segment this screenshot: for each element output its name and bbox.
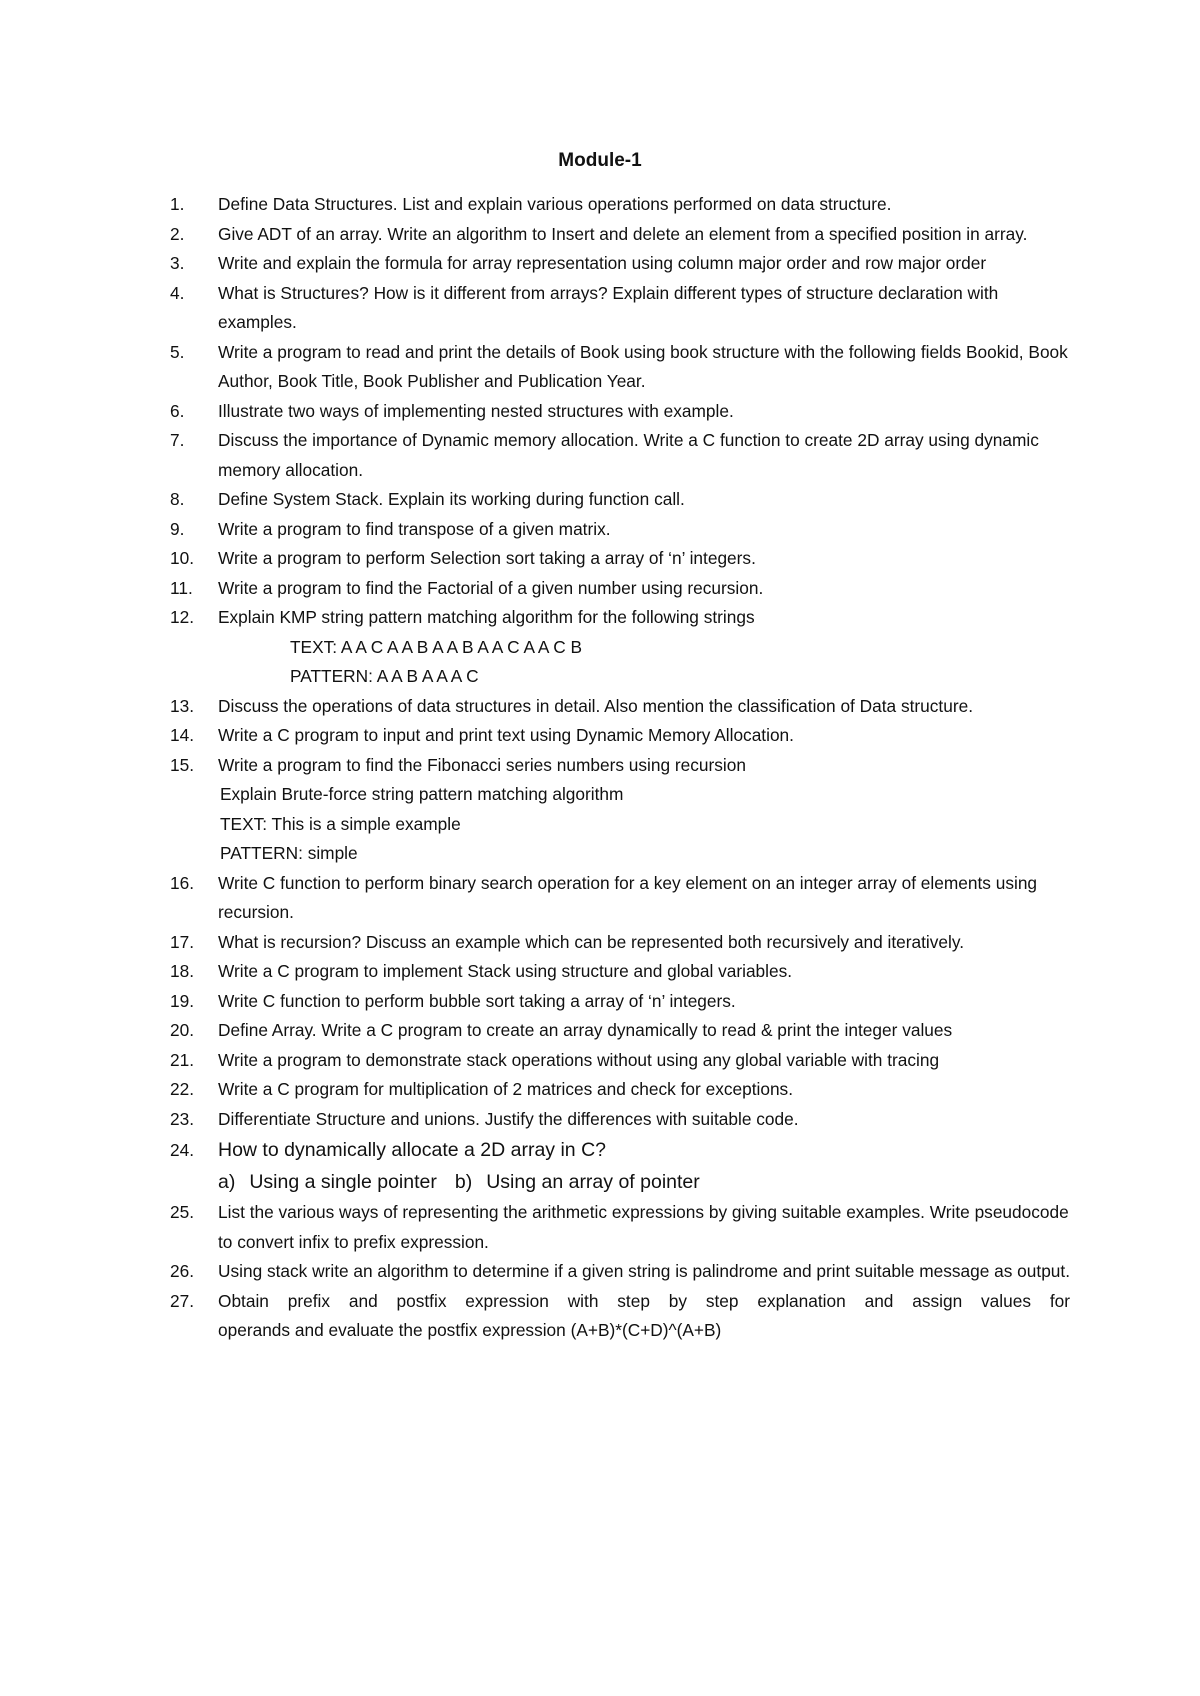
item-text: Write and explain the formula for array representation using column major order and row major order [218,253,987,273]
item-text: Obtain prefix and postfix expression with step by step explanation and assign values for [218,1290,1070,1311]
list-item [170,1257,1070,1287]
subitem-a-label: a) [218,1171,236,1193]
list-item [170,1287,1070,1346]
item-text: Write C function to perform binary search operation for a key element on an integer array of elements using recursion. [218,872,1038,922]
list-item [170,1046,1070,1076]
item-number: 9. [170,518,185,539]
item-text: What is Structures? How is it different from arrays? Explain different types of structure declaration with examples. [218,282,999,332]
item-text: How to dynamically allocate a 2D array in C? [218,1139,607,1161]
item-text: List the various ways of representing the arithmetic expressions by giving suitable examples. Write pseudocode to convert infix to prefix expression. [218,1202,1069,1252]
list-item [170,1075,1070,1105]
item-number: 11. [170,577,193,598]
kmp-text-line: TEXT: A A C A A B A A B A A C A A C B [290,636,583,657]
item-text: Differentiate Structure and unions. Justify the differences with suitable code. [218,1108,799,1129]
item-text: Write a program to find the Factorial of a given number using recursion. [218,577,764,598]
item-number: 24. [170,1140,195,1160]
item-number: 1. [170,194,185,214]
list-item [170,397,1070,427]
item-text: Write a C program to implement Stack using structure and global variables. [218,961,793,981]
item-number: 21. [170,1049,195,1070]
list-item [170,485,1070,515]
item-number: 3. [170,253,185,273]
item-text: Write a C program for multiplication of 2 matrices and check for exceptions. [218,1079,793,1099]
item-number: 6. [170,400,185,421]
list-item [170,721,1070,751]
list-item [170,869,1070,928]
item-text: Write a program to perform Selection sort taking a array of ‘n’ integers. [218,548,756,568]
item-text: Define Array. Write a C program to create an array dynamically to read & print the integer values [218,1020,953,1040]
list-item [170,751,1070,781]
item-text: Explain KMP string pattern matching algorithm for the following strings [218,607,755,627]
list-item [170,190,1070,220]
page-title: Module-1 [558,150,642,171]
item-text: Illustrate two ways of implementing nested structures with example. [218,400,734,421]
item-text: Give ADT of an array. Write an algorithm to Insert and delete an element from a specified position in array. [218,223,1028,244]
item-number: 2. [170,223,185,244]
item-number: 20. [170,1020,195,1040]
item-number: 7. [170,430,185,450]
list-item [170,1016,1070,1046]
kmp-pattern-line: PATTERN: A A B A A A C [290,666,479,686]
item-text: Discuss the importance of Dynamic memory allocation. Write a C function to create 2D array using dynamic memory allocation. [218,430,1039,480]
item-text: Write a program to demonstrate stack operations without using any global variable with tracing [218,1049,940,1070]
item-number: 17. [170,931,195,952]
item-text: Write a program to find transpose of a given matrix. [218,518,611,539]
list-item [170,692,1070,722]
list-item [170,544,1070,574]
item-number: 10. [170,548,195,568]
item-text: Write C function to perform bubble sort taking a array of ‘n’ integers. [218,990,736,1011]
item-text: Write a program to find the Fibonacci series numbers using recursion [218,754,746,775]
item-number: 13. [170,695,195,716]
item-text: Using stack write an algorithm to determine if a given string is palindrome and print suitable message as output. [218,1261,1071,1281]
list-item [170,987,1070,1017]
item-number: 27. [170,1290,195,1311]
question-list [170,190,1070,1346]
list-item [170,1134,1070,1166]
brute-force-line: Explain Brute-force string pattern matching algorithm [220,784,624,804]
item-number: 15. [170,754,195,775]
item-number: 5. [170,341,185,362]
item-number: 22. [170,1079,195,1099]
item-number: 25. [170,1202,195,1222]
list-item [170,574,1070,604]
item-number: 4. [170,282,185,303]
item-number: 16. [170,872,195,893]
item-number: 19. [170,990,195,1011]
item-text: Define System Stack. Explain its working during function call. [218,489,685,509]
item-text-continued: operands and evaluate the postfix expression (A+B)*(C+D)^(A+B) [218,1320,722,1340]
subitem-a-text: Using a single pointer [249,1171,437,1193]
brute-force-text-line: TEXT: This is a simple example [220,813,461,834]
list-item [170,603,1070,633]
list-item [170,1105,1070,1135]
item-number: 12. [170,607,195,627]
list-subitems [170,1166,1070,1198]
item-number: 18. [170,961,195,981]
item-text: Write a C program to input and print text using Dynamic Memory Allocation. [218,725,794,745]
list-item [170,338,1070,397]
list-item [170,1198,1070,1257]
list-item [170,957,1070,987]
item-number: 26. [170,1261,195,1281]
item-number: 23. [170,1108,195,1129]
list-item [170,279,1070,338]
subitem-b-label: b) [454,1171,473,1193]
list-item [170,426,1070,485]
list-item [170,249,1070,279]
brute-force-pattern-line: PATTERN: simple [220,843,358,863]
item-text: What is recursion? Discuss an example which can be represented both recursively and iteratively. [218,931,965,952]
subitem-b-text: Using an array of pointer [486,1171,700,1193]
item-number: 8. [170,489,185,509]
list-item [170,220,1070,250]
item-number: 14. [170,725,195,745]
item-text: Discuss the operations of data structures in detail. Also mention the classification of Data structure. [218,695,973,716]
list-item [170,515,1070,545]
item-text: Define Data Structures. List and explain various operations performed on data structure. [218,194,892,214]
item-text: Write a program to read and print the details of Book using book structure with the following fields Bookid, Book Author, Book Title, Book Publisher and Publication Year. [218,341,1068,391]
list-item [170,928,1070,958]
